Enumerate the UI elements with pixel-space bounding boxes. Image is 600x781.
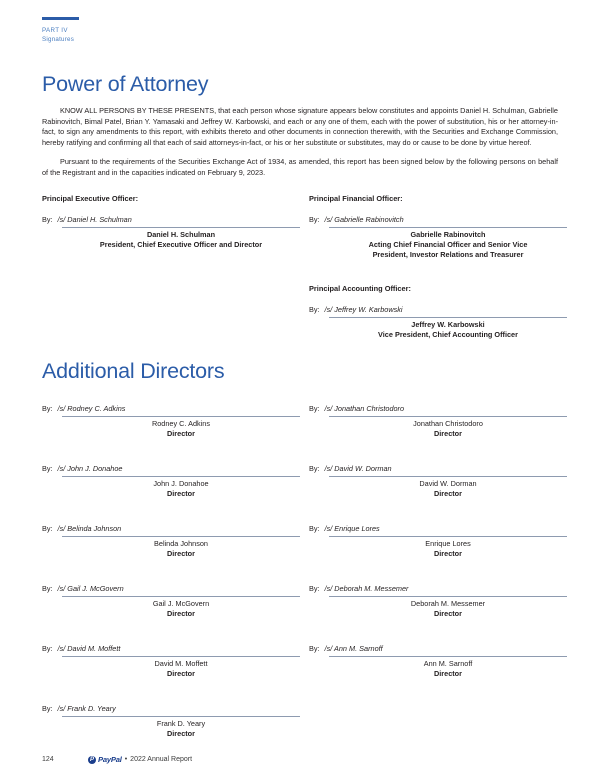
signature-block-director bbox=[42, 524, 300, 559]
signatory-name: Ann M. Sarnoff bbox=[423, 658, 473, 668]
signatory-title: President, Chief Executive Officer and Director bbox=[99, 239, 263, 249]
signatory-title: Director bbox=[167, 428, 195, 438]
signature-block-director bbox=[309, 404, 567, 439]
by-label: By: bbox=[309, 304, 320, 314]
signature-caption bbox=[329, 320, 567, 340]
page-number: 124 bbox=[42, 756, 54, 763]
principal-accounting-officer-label: Principal Accounting Officer: bbox=[309, 283, 411, 293]
by-label: By: bbox=[309, 403, 320, 413]
signature-rule bbox=[329, 476, 567, 477]
signatory-title: Director bbox=[167, 548, 195, 558]
signature-text: /s/ Deborah M. Messemer bbox=[324, 583, 409, 593]
signatory-name: Jonathan Christodoro bbox=[413, 418, 483, 428]
signature-block-daniel-schulman bbox=[42, 215, 300, 250]
signature-rule bbox=[62, 416, 300, 417]
signatory-title: Director bbox=[434, 488, 462, 498]
principal-financial-officer-column bbox=[309, 193, 567, 340]
director-signature-row bbox=[309, 584, 567, 634]
signature-text: /s/ John J. Donahoe bbox=[57, 463, 123, 473]
director-signature-row bbox=[309, 404, 567, 454]
signature-rule bbox=[62, 476, 300, 477]
by-label: By: bbox=[309, 463, 320, 473]
signature-block-jeffrey-karbowski bbox=[309, 305, 567, 340]
by-label: By: bbox=[309, 214, 320, 224]
signature-caption bbox=[329, 419, 567, 439]
paypal-mark-icon: P bbox=[89, 756, 94, 763]
footer-separator: • bbox=[124, 756, 128, 763]
signatory-name: John J. Donahoe bbox=[153, 478, 209, 488]
signature-caption bbox=[329, 539, 567, 559]
signatory-title: Director bbox=[434, 668, 462, 678]
director-signature-row bbox=[42, 584, 300, 634]
signatory-name: Deborah M. Messemer bbox=[410, 598, 486, 608]
signature-rule bbox=[329, 536, 567, 537]
by-label: By: bbox=[42, 403, 53, 413]
page-title-additional-directors: Additional Directors bbox=[42, 358, 225, 383]
principal-financial-officer-label: Principal Financial Officer: bbox=[309, 193, 403, 203]
signature-text: /s/ Daniel H. Schulman bbox=[57, 214, 132, 224]
officer-signature-columns bbox=[42, 193, 558, 340]
signatory-name: David W. Dorman bbox=[419, 478, 477, 488]
signature-caption bbox=[62, 599, 300, 619]
director-signature-row bbox=[42, 644, 300, 694]
signatory-title-line-1: Acting Chief Financial Officer and Senior Vice bbox=[368, 239, 528, 249]
signature-text: /s/ David W. Dorman bbox=[324, 463, 392, 473]
signature-text: /s/ Ann M. Sarnoff bbox=[324, 643, 383, 653]
signatory-title: Director bbox=[167, 728, 195, 738]
signatory-name: David M. Moffett bbox=[154, 658, 208, 668]
signatory-name: Frank D. Yeary bbox=[156, 718, 206, 728]
by-label: By: bbox=[309, 523, 320, 533]
signature-rule bbox=[62, 716, 300, 717]
header-accent-rule bbox=[42, 17, 79, 20]
footer-report-label: 2022 Annual Report bbox=[130, 756, 193, 763]
director-signature-row bbox=[42, 404, 300, 454]
signature-caption bbox=[62, 230, 300, 250]
header-section-label: Signatures bbox=[42, 36, 75, 43]
signature-block-director bbox=[309, 644, 567, 679]
signatory-name: Daniel H. Schulman bbox=[146, 229, 216, 239]
signature-rule bbox=[62, 536, 300, 537]
signature-block-director bbox=[309, 584, 567, 619]
by-label: By: bbox=[42, 703, 53, 713]
by-label: By: bbox=[309, 643, 320, 653]
signature-caption bbox=[62, 479, 300, 499]
by-label: By: bbox=[42, 643, 53, 653]
signature-block-director bbox=[42, 584, 300, 619]
signature-caption bbox=[329, 230, 567, 260]
power-of-attorney-paragraph-1: KNOW ALL PERSONS BY THESE PRESENTS, that each person whose signature appears below constitutes and appoints Daniel H. Schulman, Gabrielle Rabinovitch, Bimal Patel, Brian Y. Yamasaki and Jeffrey W. Karbowski, and each or any one of them, each with the power of substitution, his or her attorney-in-fact, to sign any amendments to this report, with exhibits thereto and other documents in connection therewith, with the Securities and Exchange Commission, hereby ratifying and confirming all that each of said attorneys-in-fact, or his or her substitute or substitutes, may do or cause to be done by virtue hereof. bbox=[42, 106, 558, 147]
signature-text: /s/ Enrique Lores bbox=[324, 523, 380, 533]
signatory-name: Gabrielle Rabinovitch bbox=[410, 229, 486, 239]
power-of-attorney-paragraph-2: Pursuant to the requirements of the Securities Exchange Act of 1934, as amended, this report has been signed below by the following persons on behalf of the Registrant and in the capacities indicated on February 9, 2023. bbox=[42, 157, 558, 177]
signature-rule bbox=[329, 596, 567, 597]
signatory-title: Director bbox=[167, 488, 195, 498]
signature-text: /s/ David M. Moffett bbox=[57, 643, 121, 653]
signatory-title-line-2: President, Investor Relations and Treasurer bbox=[372, 249, 524, 259]
signature-text: /s/ Gail J. McGovern bbox=[57, 583, 124, 593]
signatory-name: Enrique Lores bbox=[425, 538, 471, 548]
signature-block-director bbox=[42, 404, 300, 439]
signature-block-director bbox=[309, 464, 567, 499]
signatory-title: Director bbox=[434, 428, 462, 438]
signature-caption bbox=[62, 719, 300, 739]
signatory-title: Director bbox=[434, 548, 462, 558]
signature-text: /s/ Jonathan Christodoro bbox=[324, 403, 405, 413]
principal-executive-officer-label: Principal Executive Officer: bbox=[42, 193, 139, 203]
signature-caption bbox=[329, 479, 567, 499]
director-signature-columns bbox=[42, 394, 558, 754]
page-footer bbox=[42, 755, 192, 764]
signatory-name: Gail J. McGovern bbox=[152, 598, 210, 608]
page-title-power-of-attorney: Power of Attorney bbox=[42, 72, 209, 96]
paypal-wordmark: PayPal bbox=[98, 755, 122, 764]
signature-text: /s/ Rodney C. Adkins bbox=[57, 403, 126, 413]
signature-caption bbox=[62, 539, 300, 559]
signatory-name: Rodney C. Adkins bbox=[151, 418, 210, 428]
signature-block-director bbox=[309, 524, 567, 559]
signature-block-director bbox=[42, 464, 300, 499]
by-label: By: bbox=[42, 463, 53, 473]
director-signature-row bbox=[42, 464, 300, 514]
signature-text: /s/ Frank D. Yeary bbox=[57, 703, 116, 713]
signature-rule bbox=[329, 227, 567, 228]
by-label: By: bbox=[42, 214, 53, 224]
paypal-logo bbox=[88, 755, 122, 764]
signature-rule bbox=[329, 317, 567, 318]
by-label: By: bbox=[309, 583, 320, 593]
director-signature-row bbox=[42, 704, 300, 754]
by-label: By: bbox=[42, 523, 53, 533]
signature-text: /s/ Belinda Johnson bbox=[57, 523, 122, 533]
signature-text: /s/ Gabrielle Rabinovitch bbox=[324, 214, 404, 224]
header-part-label: PART IV bbox=[42, 27, 68, 34]
signatory-name: Belinda Johnson bbox=[154, 538, 208, 548]
signature-block-gabrielle-rabinovitch bbox=[309, 215, 567, 260]
signature-caption bbox=[329, 659, 567, 679]
director-signature-row bbox=[42, 524, 300, 574]
director-signature-row bbox=[309, 524, 567, 574]
signatory-title: Director bbox=[167, 608, 195, 618]
director-column-left bbox=[42, 394, 300, 754]
signature-text: /s/ Jeffrey W. Karbowski bbox=[324, 304, 403, 314]
signatory-title: Vice President, Chief Accounting Officer bbox=[378, 329, 518, 339]
running-header bbox=[42, 0, 558, 44]
signatory-title: Director bbox=[167, 668, 195, 678]
by-label: By: bbox=[42, 583, 53, 593]
signature-rule bbox=[62, 227, 300, 228]
signature-rule bbox=[62, 656, 300, 657]
principal-executive-officer-column bbox=[42, 193, 300, 340]
director-signature-row bbox=[309, 464, 567, 514]
signature-caption bbox=[62, 419, 300, 439]
signature-rule bbox=[62, 596, 300, 597]
director-column-right bbox=[309, 394, 567, 754]
signatory-name: Jeffrey W. Karbowski bbox=[411, 319, 485, 329]
director-signature-row bbox=[309, 644, 567, 694]
signature-caption bbox=[62, 659, 300, 679]
signatory-title: Director bbox=[434, 608, 462, 618]
signature-rule bbox=[329, 656, 567, 657]
signature-caption bbox=[329, 599, 567, 619]
signature-rule bbox=[329, 416, 567, 417]
signature-block-director bbox=[42, 704, 300, 739]
signature-block-director bbox=[42, 644, 300, 679]
